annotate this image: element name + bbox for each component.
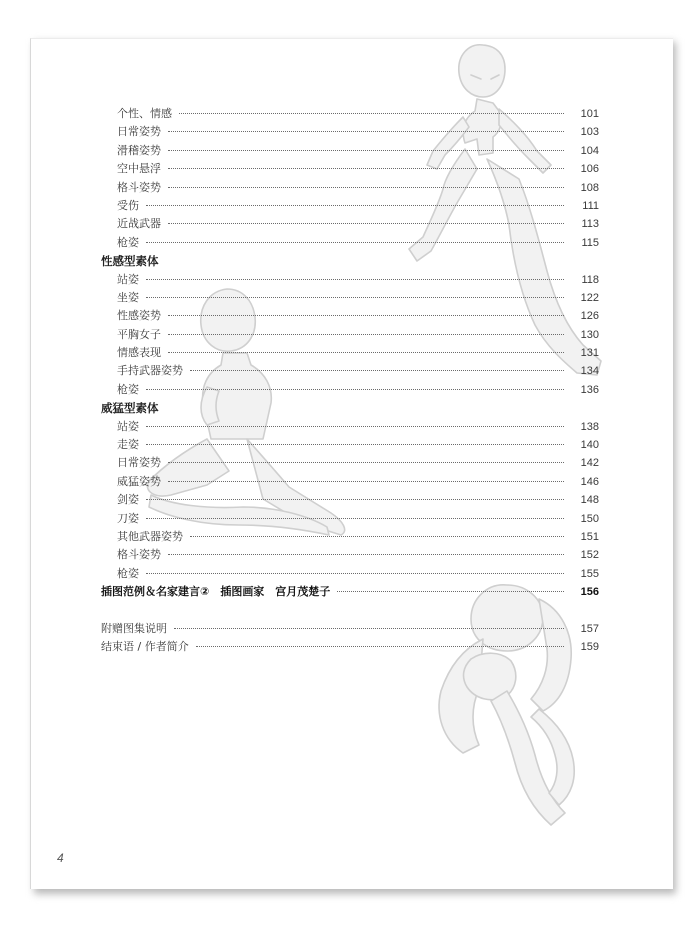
dot-leader: [168, 554, 564, 555]
toc-entry[interactable]: [101, 271, 599, 289]
toc-entry-page: 142: [580, 457, 599, 470]
dot-leader: [168, 481, 564, 482]
toc-entry-page: 134: [580, 365, 599, 378]
toc-entry-page: 146: [580, 475, 599, 488]
toc-entry-page: 130: [580, 328, 599, 341]
toc-entry[interactable]: [101, 289, 599, 307]
toc-entry-page: 152: [580, 549, 599, 562]
toc-entry-page: 101: [580, 108, 599, 120]
toc-entry-title: 近战武器: [117, 217, 161, 231]
dot-leader: [146, 426, 564, 427]
toc-entry-title: 威猛姿势: [117, 474, 161, 488]
toc-entry-title: 滑稽姿势: [117, 143, 161, 157]
toc-entry-title: 性感姿势: [117, 309, 161, 323]
dot-leader: [146, 389, 564, 390]
toc-entry[interactable]: [101, 362, 599, 380]
toc-entry-page: 126: [580, 310, 599, 323]
dot-leader: [337, 591, 564, 592]
toc-section-heading[interactable]: [101, 399, 599, 417]
toc-entry-page: 122: [580, 291, 599, 304]
toc-entry-title: 情感表现: [117, 346, 161, 360]
toc-entry-page: 138: [580, 420, 599, 433]
dot-leader: [146, 205, 564, 206]
toc-entry-title: 手持武器姿势: [117, 364, 183, 378]
dot-leader: [146, 242, 564, 243]
toc-entry-title: 附赠图集说明: [101, 621, 167, 635]
toc-entry[interactable]: [101, 454, 599, 472]
toc-entry-title: 坐姿: [117, 290, 139, 304]
page-number: 4: [57, 851, 64, 865]
toc-entry-page: 151: [580, 530, 599, 543]
toc-entry[interactable]: [101, 234, 599, 252]
toc-entry-title: 个性、情感: [117, 107, 172, 120]
toc-section-title: 性感型素体: [101, 254, 159, 269]
toc-entry-page: 118: [581, 273, 599, 286]
toc-section-heading[interactable]: [101, 252, 599, 270]
toc-entry-page: 104: [580, 144, 599, 157]
toc-entry[interactable]: [101, 344, 599, 362]
dot-leader: [168, 352, 564, 353]
toc-entry-title: 格斗姿势: [117, 180, 161, 194]
toc-entry-title: 平胸女子: [117, 327, 161, 341]
dot-leader: [179, 113, 564, 114]
toc-entry[interactable]: [101, 160, 599, 178]
dot-leader: [174, 628, 564, 629]
toc-entry-title: 站姿: [117, 419, 139, 433]
toc-entry[interactable]: [101, 528, 599, 546]
toc-entry[interactable]: [101, 510, 599, 528]
toc-entry-title: 枪姿: [117, 566, 139, 580]
toc-entry-page: 108: [580, 181, 599, 194]
dot-leader: [190, 370, 564, 371]
toc-entry-page: 150: [580, 512, 599, 525]
toc-entry-title: 格斗姿势: [117, 548, 161, 562]
dot-leader: [146, 279, 564, 280]
toc-entry-title: 其他武器姿势: [117, 529, 183, 543]
toc-entry-page: 159: [580, 640, 599, 653]
toc-entry-page: 157: [580, 622, 599, 635]
dot-leader: [168, 150, 564, 151]
dot-leader: [146, 518, 564, 519]
toc-entry[interactable]: [101, 179, 599, 197]
dot-leader: [168, 131, 564, 132]
toc-entry[interactable]: [101, 491, 599, 509]
dot-leader: [168, 223, 564, 224]
toc-entry-title: 空中悬浮: [117, 162, 161, 176]
dot-leader: [146, 573, 564, 574]
table-of-contents: [101, 105, 599, 656]
toc-entry-page: 115: [581, 236, 599, 249]
toc-entry-title: 剑姿: [117, 493, 139, 507]
book-page: [30, 38, 673, 889]
dot-leader: [146, 499, 564, 500]
toc-entry[interactable]: [101, 565, 599, 583]
dot-leader: [168, 334, 564, 335]
toc-entry[interactable]: [101, 123, 599, 141]
toc-entry-title: 走姿: [117, 438, 139, 452]
toc-entry-page: 103: [580, 126, 599, 139]
dot-leader: [146, 444, 564, 445]
toc-entry[interactable]: [101, 546, 599, 564]
toc-entry-title: 日常姿势: [117, 125, 161, 139]
toc-entry-page: 136: [580, 383, 599, 396]
toc-entry[interactable]: [101, 105, 599, 123]
toc-entry[interactable]: [101, 436, 599, 454]
toc-entry-page: 155: [580, 567, 599, 580]
toc-entry-title: 刀姿: [117, 511, 139, 525]
dot-leader: [168, 168, 564, 169]
dot-leader: [196, 646, 564, 647]
toc-entry[interactable]: [101, 381, 599, 399]
toc-entry[interactable]: [101, 307, 599, 325]
toc-entry-page: 111: [582, 199, 599, 212]
toc-entry[interactable]: [101, 638, 599, 656]
toc-entry-title: 日常姿势: [117, 456, 161, 470]
dot-leader: [168, 187, 564, 188]
dot-leader: [168, 462, 564, 463]
toc-entry[interactable]: [101, 418, 599, 436]
toc-entry-page: 131: [580, 347, 599, 360]
dot-leader: [146, 297, 564, 298]
toc-entry[interactable]: [101, 215, 599, 233]
dot-leader: [190, 536, 564, 537]
toc-entry[interactable]: [101, 326, 599, 344]
toc-entry-page: 156: [580, 586, 599, 599]
toc-entry-title: 结束语 / 作者简介: [101, 639, 189, 653]
toc-entry-title: 受伤: [117, 198, 139, 212]
toc-entry-title: 枪姿: [117, 235, 139, 249]
toc-entry[interactable]: [101, 620, 599, 638]
toc-section-title: 威猛型素体: [101, 401, 159, 416]
toc-entry[interactable]: [101, 473, 599, 491]
toc-entry[interactable]: [101, 197, 599, 215]
toc-entry-title: 站姿: [117, 272, 139, 286]
toc-entry-page: 106: [580, 163, 599, 176]
toc-entry-title: 枪姿: [117, 382, 139, 396]
toc-entry-title: 插图范例＆名家建言② 插图画家 宫月茂楚子: [101, 585, 331, 599]
toc-entry-page: 148: [580, 494, 599, 507]
dot-leader: [168, 315, 564, 316]
toc-entry-page: 113: [581, 218, 599, 231]
toc-entry[interactable]: [101, 142, 599, 160]
toc-entry-page: 140: [580, 439, 599, 452]
toc-entry-featured[interactable]: [101, 583, 599, 601]
